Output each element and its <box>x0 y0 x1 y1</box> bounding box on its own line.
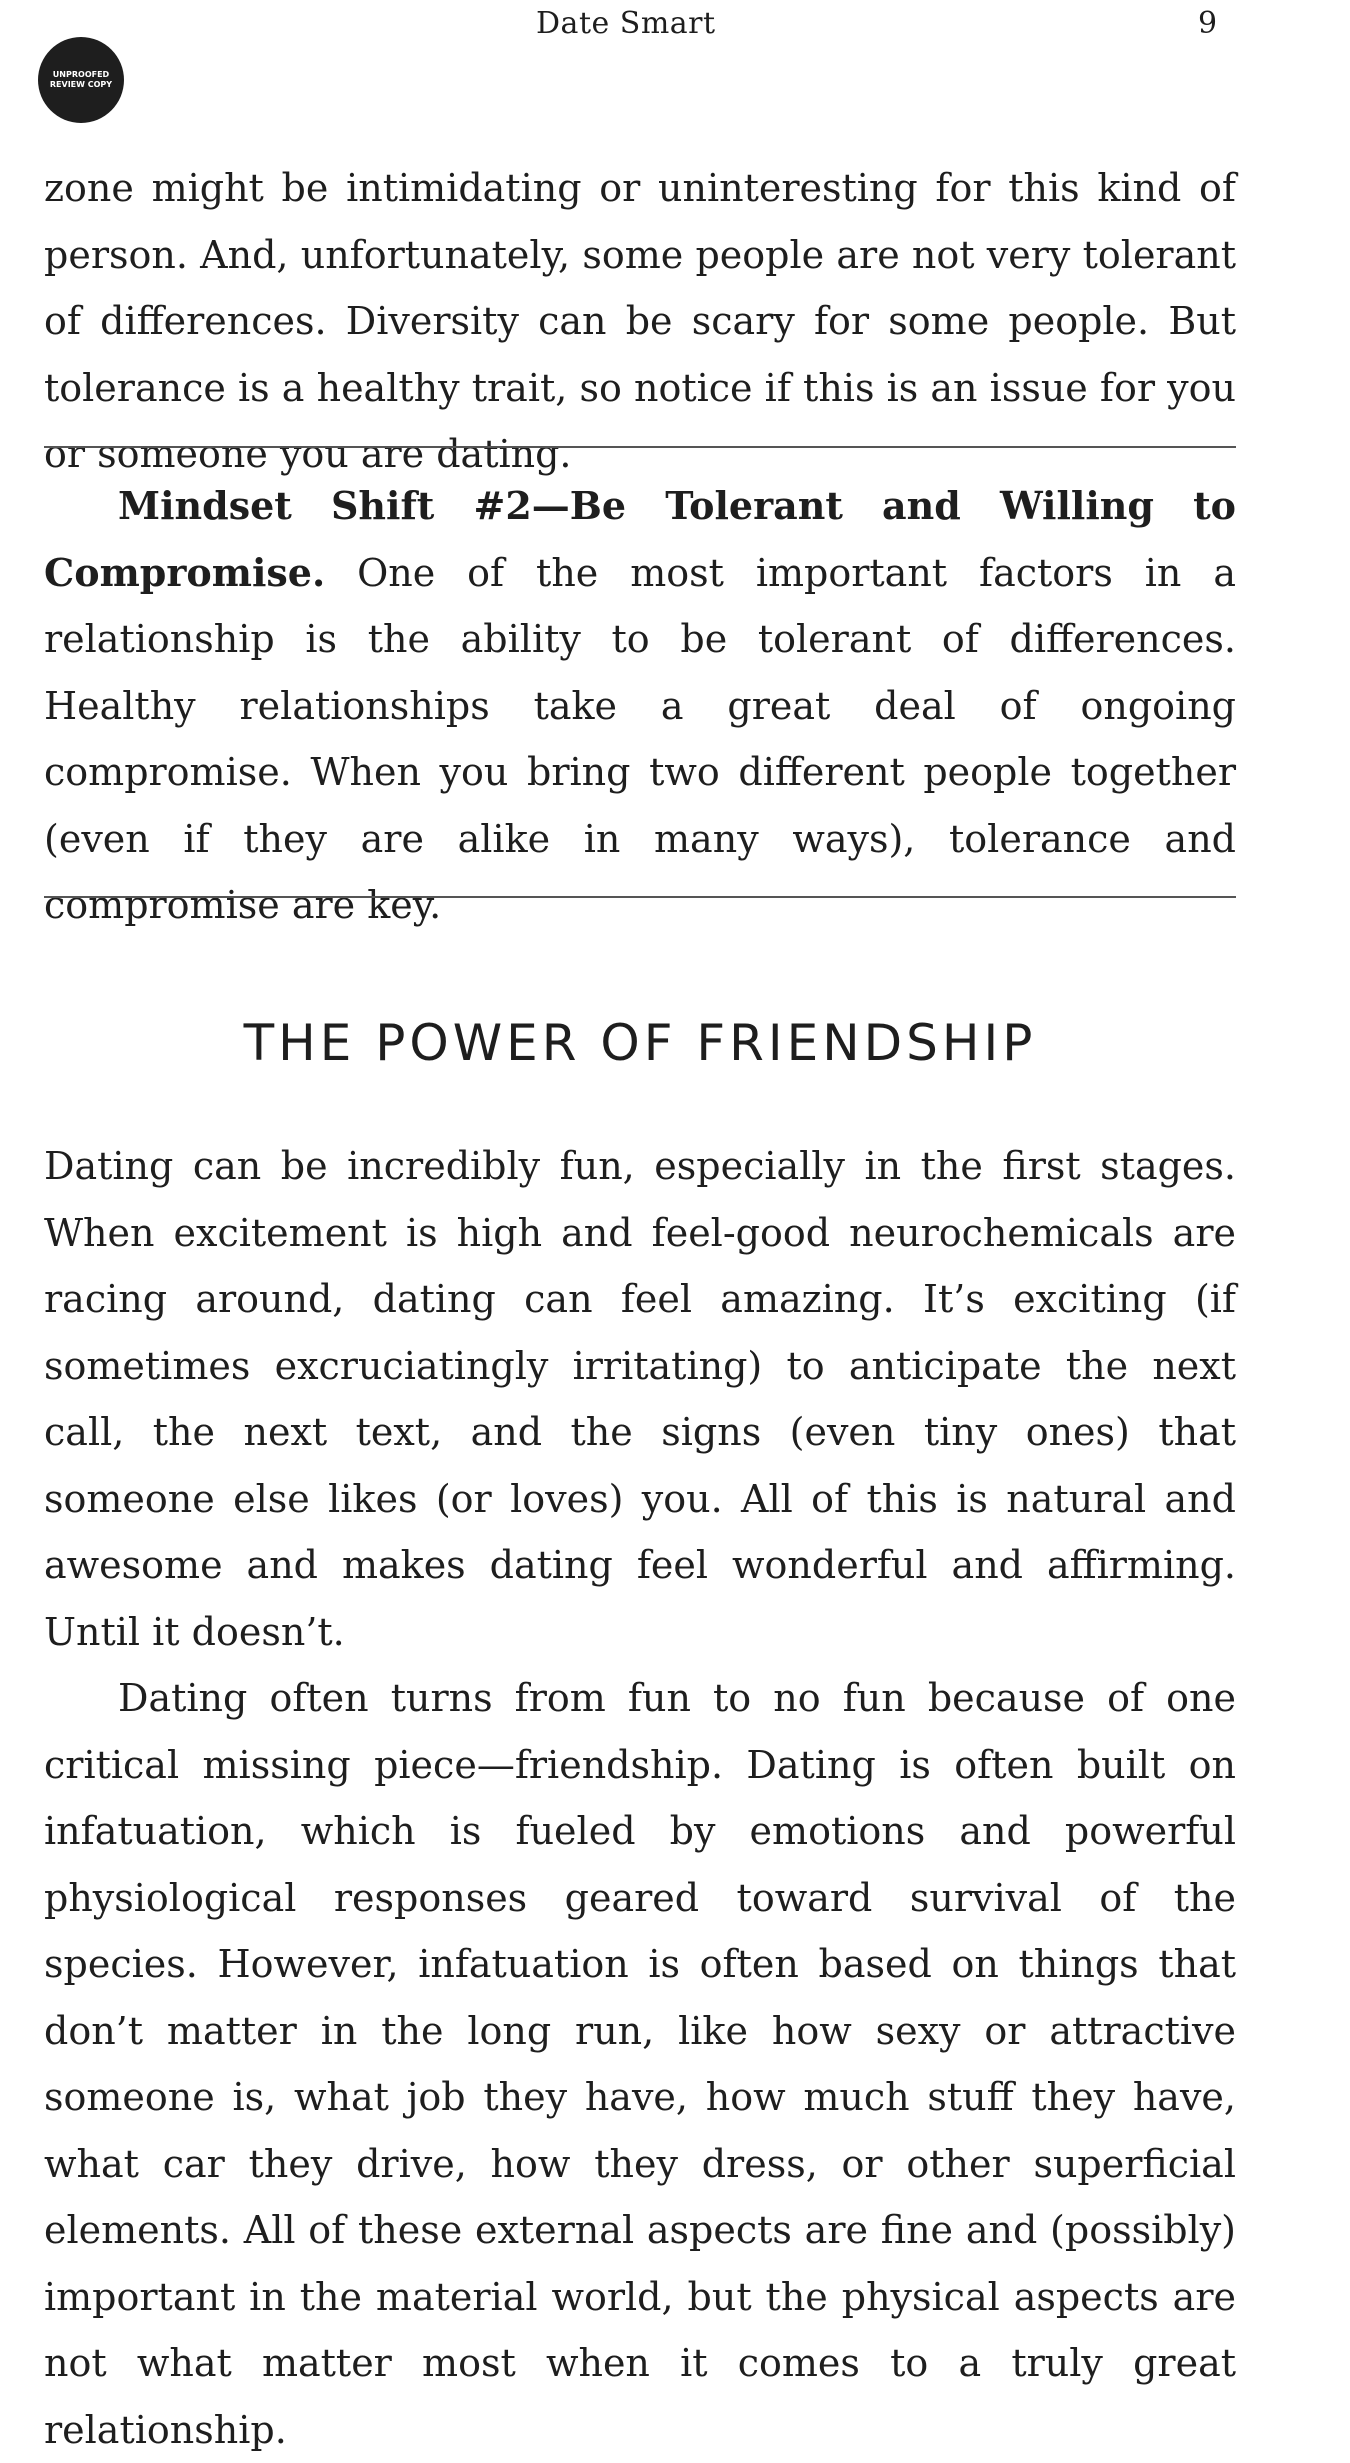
mindset-shift-paragraph <box>44 473 1236 939</box>
mindset-shift-body: One of the most important factors in a relationship is the ability to be tolerant of differences. Healthy relationships take a great deal of ongoing compromise. When you bring two different people together (even if they are alike in many ways), tolerance and compromise are key. <box>44 550 1236 927</box>
stamp-line-2: REVIEW COPY <box>49 80 113 89</box>
mindset-box-bottom-rule <box>44 896 1236 898</box>
mindset-shift-heading: Mindset Shift #2—Be Tolerant and Willing to Compromise. <box>44 483 1236 595</box>
body-paragraph-2: Dating often turns from fun to no fun because of one critical missing piece—friendship. Dating is often built on infatuation, which is fueled by emotions and powerful physiological responses geared toward survival of the species. However, infatuation is often based on things that don’t matter in the long run, like how sexy or attractive someone is, what job they have, how much stuff they have, what car they drive, how they dress, or other superficial elements. All of these external aspects are fine and (possibly) important in the material world, but the physical aspects are not what matter most when it comes to a truly great relationship. <box>44 1676 1236 2452</box>
section-heading: THE POWER OF FRIENDSHIP <box>243 1014 1037 1072</box>
intro-paragraph: zone might be intimidating or uninteresting for this kind of person. And, unfortunately, some people are not very tolerant of differences. Diversity can be scary for some people. But tolerance is a healthy trait, so notice if this is an issue for you or someone you are dating. <box>44 166 1236 476</box>
mindset-box-top-rule <box>44 446 1236 448</box>
section-body <box>44 1133 1236 2463</box>
body-paragraph-1: Dating can be incredibly fun, especially in the first stages. When excitement is high and feel-good neurochemicals are racing around, dating can feel amazing. It’s exciting (if sometimes excruciatingly irritating) to anticipate the next call, the next text, and the signs (even tiny ones) that someone else likes (or loves) you. All of this is natural and awesome and makes dating feel wonderful and affirming. Until it doesn’t. <box>44 1144 1236 1654</box>
review-copy-stamp <box>38 37 124 123</box>
page-number: 9 <box>1198 6 1218 41</box>
stamp-line-1: UNPROOFED <box>52 70 110 79</box>
running-head-title: Date Smart <box>536 6 716 41</box>
intro-paragraph-block <box>44 155 1236 488</box>
mindset-shift-box <box>44 473 1236 939</box>
